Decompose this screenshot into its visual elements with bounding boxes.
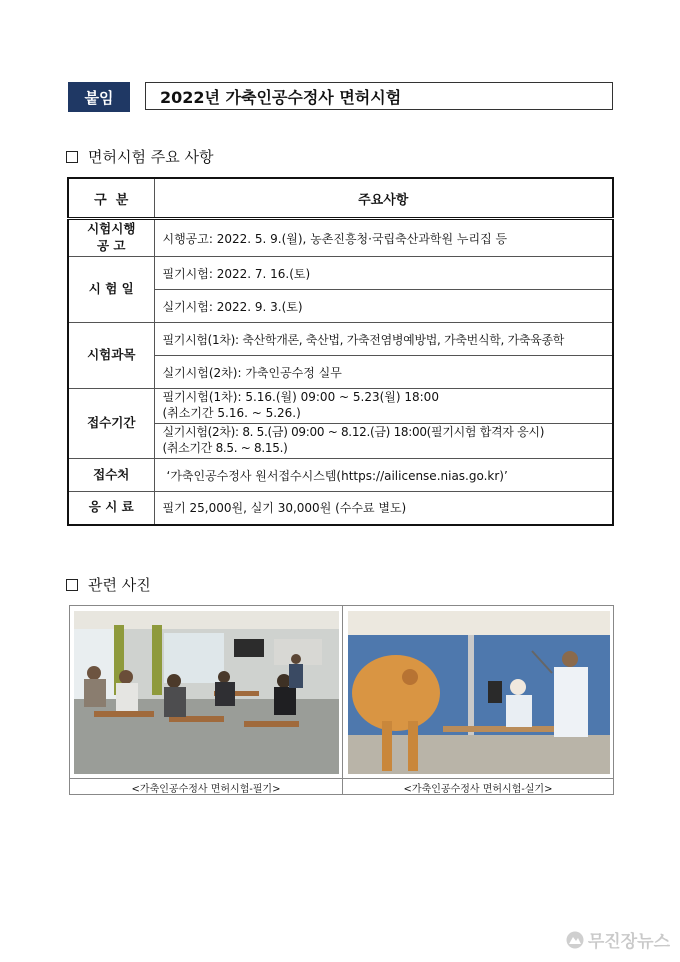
cell-subjects-practical: 실기시험(2차): 가축인공수정 실무 [154,356,613,389]
written-exam-photo [74,611,339,774]
table-row [68,389,613,424]
table-row [68,219,613,257]
cell-application-place: ‘가축인공수정사 원서접수시스템(https://ailicense.nias.go.kr)’ [154,459,613,492]
section-heading-photos [66,574,151,595]
section-heading-main [66,146,213,167]
period-written-text: 필기시험(1차): 5.16.(월) 09:00 ~ 5.23(월) 18:00 [162,390,439,405]
practical-exam-photo [348,611,610,774]
category-notice: 시험시행 공 고 [68,219,154,257]
section-title: 관련 사진 [88,576,151,594]
table-row [68,323,613,356]
table-row [68,257,613,290]
attachment-badge: 붙임 [68,82,130,112]
written-photo-caption: <가축인공수정사 면허시험-필기> [131,784,281,795]
cell-fee: 필기 25,000원, 실기 30,000원 (수수료 별도) [154,492,613,525]
cell-notice: 시행공고: 2022. 5. 9.(월), 농촌진흥청·국립축산과학원 누리집 등 [154,219,613,257]
cell-date-practical: 실기시험: 2022. 9. 3.(토) [154,290,613,323]
checkbox-square-icon [66,579,78,591]
checkbox-square-icon [66,151,78,163]
cell-period-practical [154,424,613,459]
category-application-period: 접수기간 [68,389,154,459]
practical-photo-caption: <가축인공수정사 면허시험-실기> [403,784,553,795]
photo-table [69,605,614,795]
section-title: 면허시험 주요 사항 [88,148,214,166]
period-practical-cancel: (취소기간 8.5. ~ 8.15.) [162,441,288,455]
period-written-cancel: (취소기간 5.16. ~ 5.26.) [162,406,301,420]
mountain-logo-icon [566,931,584,949]
header-category: 구 분 [68,178,154,219]
watermark-text: 무진장뉴스 [587,932,670,952]
header-details: 주요사항 [154,178,613,219]
table-row [68,492,613,525]
table-row [68,459,613,492]
cell-period-written [154,389,613,424]
cell-date-written: 필기시험: 2022. 7. 16.(토) [154,257,613,290]
category-subjects: 시험과목 [68,323,154,389]
caption-divider [70,778,613,779]
document-title: 2022년 가축인공수정사 면허시험 [145,82,613,110]
period-practical-text: 실기시험(2차): 8. 5.(금) 09:00 ~ 8.12.(금) 18:00(필기시험 합격자 응시) [162,425,545,440]
category-fee: 응 시 료 [68,492,154,525]
category-exam-date: 시 험 일 [68,257,154,323]
photo-divider [342,606,343,794]
table-header-row [68,178,613,219]
category-application-place: 접수처 [68,459,154,492]
watermark [566,927,670,952]
cell-subjects-written: 필기시험(1차): 축산학개론, 축산법, 가축전염병예방법, 가축번식학, 가축육종학 [154,323,613,356]
exam-info-table [67,177,614,526]
